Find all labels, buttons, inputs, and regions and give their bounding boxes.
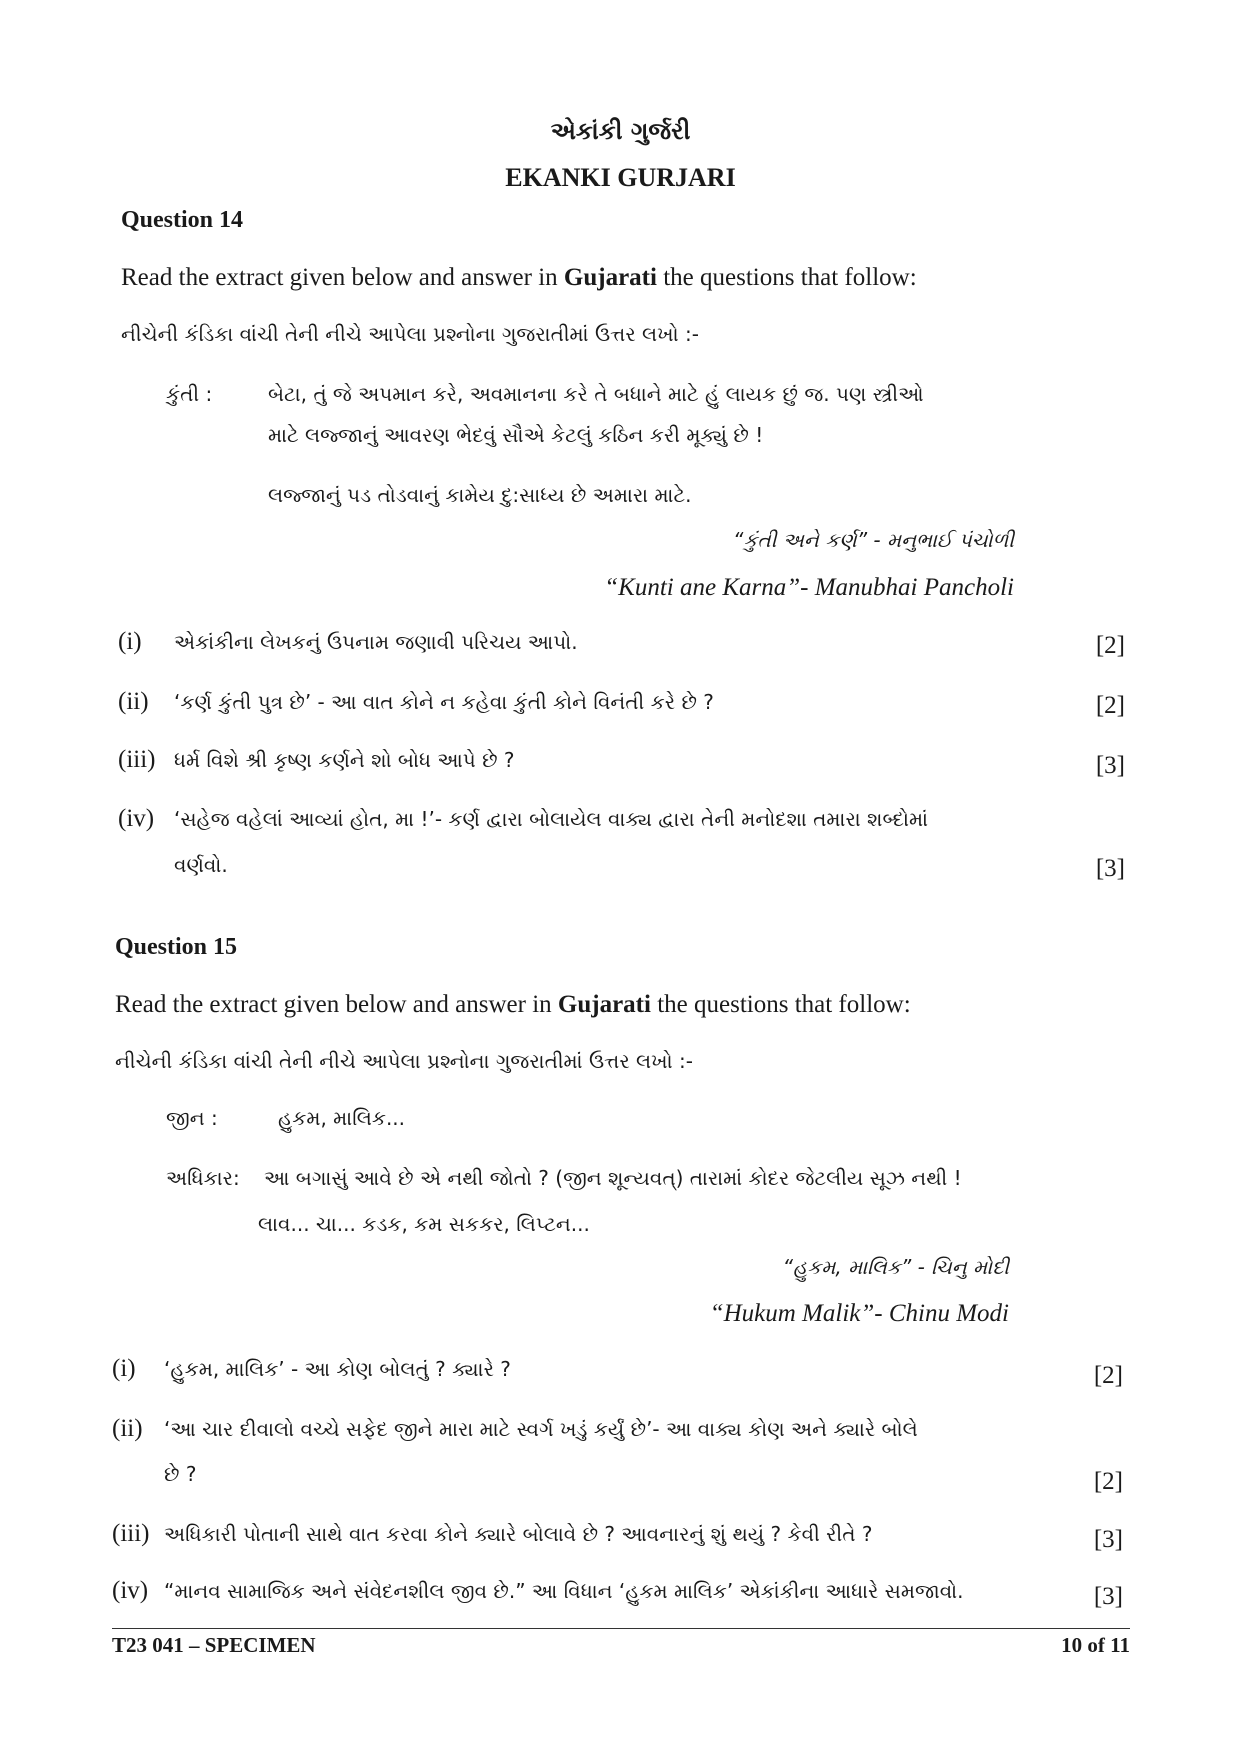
extract-line: લજ્જાનું પડ તોડવાનું કામેય દુ:સાધ્ય છે અમારા માટે. bbox=[268, 483, 692, 507]
extract-line: હુકમ, માલિક... bbox=[278, 1106, 406, 1130]
question-marks: [3] bbox=[1095, 752, 1125, 779]
footer-paper-code: T23 041 – SPECIMEN bbox=[112, 1633, 316, 1657]
question-marks: [2] bbox=[1095, 692, 1125, 719]
speaker-jin: જીન : bbox=[166, 1106, 218, 1130]
question-number: (iii) bbox=[118, 746, 156, 773]
question-number: (ii) bbox=[118, 688, 149, 715]
instruction-bold: Gujarati bbox=[563, 264, 657, 291]
instruction-text: Read the extract given below and answer in bbox=[121, 264, 564, 291]
section-title-gujarati: એકાંકી ગુર્જરી bbox=[550, 117, 691, 145]
question-15-heading: Question 15 bbox=[115, 934, 238, 960]
instruction-text: the questions that follow: bbox=[656, 264, 917, 291]
question-text: “માનવ સામાજિક અને સંવેદનશીલ જીવ છે.” આ વિધાન ‘હુકમ માલિક’ એકાંકીના આધારે સમજાવો. bbox=[164, 1579, 964, 1603]
question-number: (i) bbox=[112, 1355, 136, 1382]
footer-divider bbox=[112, 1628, 1130, 1629]
question-marks: [3] bbox=[1093, 1583, 1123, 1610]
question-marks: [2] bbox=[1093, 1468, 1123, 1495]
source-english: “Kunti ane Karna”- Manubhai Pancholi bbox=[604, 574, 1014, 601]
source-gujarati: “કુંતી અને કર્ણ” - મનુભાઈ પંચોળી bbox=[732, 528, 1014, 552]
question-text: ‘આ ચાર દીવાલો વચ્ચે સફેદ જીને મારા માટે સ્વર્ગ ખડું કર્યું છે’- આ વાક્ય કોણ અને ક્યારે બોલે bbox=[164, 1417, 918, 1441]
question-marks: [2] bbox=[1095, 632, 1125, 659]
question-text: ધર્મ વિશે શ્રી કૃષ્ણ કર્ણને શો બોધ આપે છે ? bbox=[174, 748, 515, 772]
extract-line: આ બગાસું આવે છે એ નથી જોતો ? (જીન શૂન્યવત્) તારામાં કોદર જેટલીય સૂઝ નથી ! bbox=[264, 1166, 962, 1190]
question-marks: [3] bbox=[1095, 855, 1125, 882]
question-marks: [3] bbox=[1093, 1526, 1123, 1553]
question-text: ‘હુકમ, માલિક’ - આ કોણ બોલતું ? ક્યારે ? bbox=[164, 1357, 511, 1381]
question-text: અધિકારી પોતાની સાથે વાત કરવા કોને ક્યારે બોલાવે છે ? આવનારનું શું થયું ? કેવી રીતે ? bbox=[164, 1522, 873, 1546]
source-gujarati: “હુકમ, માલિક” - ચિનુ મોદી bbox=[782, 1255, 1009, 1279]
question-text: ‘સહેજ વહેલાં આવ્યાં હોત, મા !’- કર્ણ દ્વારા બોલાયેલ વાક્ય દ્વારા તેની મનોદશા તમારા શબ્દોમાં bbox=[174, 807, 928, 831]
question-number: (iii) bbox=[112, 1520, 150, 1547]
extract-line: માટે લજ્જાનું આવરણ ભેદવું સૌએ કેટલું કઠિન કરી મૂક્યું છે ! bbox=[268, 423, 764, 447]
speaker-kunti: કુંતી : bbox=[166, 382, 213, 406]
question-number: (ii) bbox=[112, 1415, 143, 1442]
question-text-continued: છે ? bbox=[164, 1462, 197, 1486]
question-number: (i) bbox=[118, 628, 142, 655]
question-marks: [2] bbox=[1093, 1362, 1123, 1389]
source-english: “Hukum Malik”- Chinu Modi bbox=[709, 1300, 1009, 1327]
question-15-instruction bbox=[115, 991, 911, 1019]
question-14-heading: Question 14 bbox=[121, 207, 244, 233]
question-15-instruction-gujarati: નીચેની કંડિકા વાંચી તેની નીચે આપેલા પ્રશ્નોના ગુજરાતીમાં ઉત્તર લખો :- bbox=[115, 1049, 693, 1073]
speaker-adhikari: અધિકાર: bbox=[166, 1166, 240, 1190]
question-number: (iv) bbox=[118, 805, 155, 832]
question-14-instruction-gujarati: નીચેની કંડિકા વાંચી તેની નીચે આપેલા પ્રશ્નોના ગુજરાતીમાં ઉત્તર લખો :- bbox=[121, 322, 699, 346]
question-text-continued: વર્ણવો. bbox=[174, 853, 228, 877]
instruction-bold: Gujarati bbox=[557, 991, 651, 1018]
section-title-english: EKANKI GURJARI bbox=[505, 163, 736, 192]
instruction-text: the questions that follow: bbox=[650, 991, 911, 1018]
question-number: (iv) bbox=[112, 1577, 149, 1604]
question-14-instruction bbox=[121, 264, 917, 292]
question-text: એકાંકીના લેખકનું ઉપનામ જણાવી પરિચય આપો. bbox=[174, 630, 578, 654]
extract-line: લાવ... ચા... કડક, કમ સકકર, લિપ્ટન... bbox=[258, 1212, 590, 1236]
extract-line: બેટા, તું જે અપમાન કરે, અવમાનના કરે તે બધાને માટે હું લાયક છું જ. પણ સ્ત્રીઓ bbox=[268, 382, 924, 406]
question-text: ‘કર્ણ કુંતી પુત્ર છે’ - આ વાત કોને ન કહેવા કુંતી કોને વિનંતી કરે છે ? bbox=[174, 690, 714, 714]
instruction-text: Read the extract given below and answer in bbox=[115, 991, 558, 1018]
footer-page-number: 10 of 11 bbox=[1061, 1633, 1130, 1657]
